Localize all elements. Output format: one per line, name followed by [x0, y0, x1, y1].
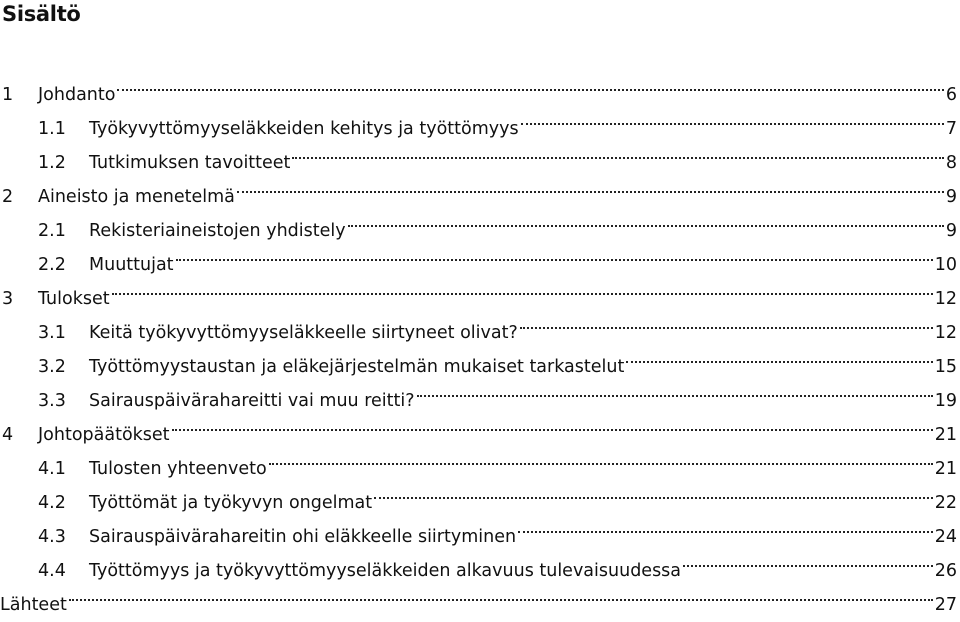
- toc-entry-title: Tulosten yhteenveto: [89, 459, 267, 479]
- toc-dot-leader: [417, 372, 933, 406]
- toc-entry-title: Keitä työkyvyttömyyseläkkeelle siirtyneet olivat?: [89, 323, 518, 343]
- toc-dot-leader: [520, 304, 933, 338]
- toc-entry-page-number: 22: [934, 493, 957, 513]
- toc-dot-leader: [518, 508, 933, 542]
- toc-entry-page-number: 7: [945, 119, 957, 139]
- toc-dot-leader: [172, 406, 933, 440]
- toc-entry-title: Lähteet: [0, 595, 67, 615]
- toc-entry[interactable]: [0, 304, 960, 343]
- toc-entry[interactable]: [0, 576, 960, 615]
- toc-entry-number: 1.2: [38, 153, 66, 173]
- toc-entry-number: 4.4: [38, 561, 66, 581]
- toc-entry-title: Tutkimuksen tavoitteet: [89, 153, 291, 173]
- toc-entry-page-number: 21: [934, 459, 957, 479]
- toc-entry-page-number: 9: [945, 187, 957, 207]
- toc-entry-title: Muuttujat: [89, 255, 174, 275]
- toc-entry-title: Työkyvyttömyyseläkkeiden kehitys ja työttömyys: [89, 119, 519, 139]
- toc-entry-page-number: 19: [934, 391, 957, 411]
- toc-entry-page-number: 10: [934, 255, 957, 275]
- toc-dot-leader: [626, 338, 932, 372]
- toc-entry-page-number: 27: [934, 595, 957, 615]
- toc-entry-title: Sairauspäivärahareitti vai muu reitti?: [89, 391, 415, 411]
- toc-entry-title: Johdanto: [38, 85, 116, 105]
- toc-entry-title: Rekisteriaineistojen yhdistely: [89, 221, 346, 241]
- toc-entry-number: 4: [2, 425, 14, 445]
- toc-entry-title: Tulokset: [38, 289, 110, 309]
- toc-entry-page-number: 24: [934, 527, 957, 547]
- toc-dot-leader: [269, 440, 933, 474]
- toc-entry-number: 2.1: [38, 221, 66, 241]
- toc-entry-title: Sairauspäivärahareitin ohi eläkkeelle siirtyminen: [89, 527, 517, 547]
- toc-entry-page-number: 12: [934, 323, 957, 343]
- toc-entry-title: Johtopäätökset: [38, 425, 170, 445]
- toc-dot-leader: [237, 168, 944, 202]
- toc-dot-leader: [69, 576, 933, 610]
- toc-dot-leader: [292, 134, 943, 168]
- toc-entry-page-number: 9: [945, 221, 957, 241]
- toc-dot-leader: [112, 270, 933, 304]
- toc-entry-title: Työttömät ja työkyvyn ongelmat: [89, 493, 373, 513]
- toc-list: [0, 66, 960, 615]
- toc-dot-leader: [683, 542, 933, 576]
- toc-entry-number: 3: [2, 289, 14, 309]
- toc-dot-leader: [176, 236, 933, 270]
- toc-entry-number: 1: [2, 85, 14, 105]
- toc-entry-number: 4.1: [38, 459, 66, 479]
- toc-entry-number: 3.3: [38, 391, 66, 411]
- toc-entry[interactable]: [0, 66, 960, 105]
- toc-entry-page-number: 15: [934, 357, 957, 377]
- toc-entry-title: Työttömyystaustan ja eläkejärjestelmän mukaiset tarkastelut: [89, 357, 625, 377]
- page-title: Sisältö: [2, 2, 81, 26]
- toc-entry-page-number: 12: [934, 289, 957, 309]
- toc-entry-title: Aineisto ja menetelmä: [38, 187, 235, 207]
- toc-entry-number: 4.3: [38, 527, 66, 547]
- toc-entry-title: Työttömyys ja työkyvyttömyyseläkkeiden alkavuus tulevaisuudessa: [89, 561, 682, 581]
- toc-entry-number: 1.1: [38, 119, 66, 139]
- toc-entry-page-number: 21: [934, 425, 957, 445]
- toc-entry-page-number: 26: [934, 561, 957, 581]
- toc-dot-leader: [348, 202, 944, 236]
- toc-entry-number: 2.2: [38, 255, 66, 275]
- toc-dot-leader: [521, 100, 944, 134]
- toc-entry-number: 2: [2, 187, 14, 207]
- toc-entry-number: 3.1: [38, 323, 66, 343]
- toc-entry-page-number: 6: [945, 85, 957, 105]
- toc-entry[interactable]: [0, 100, 960, 139]
- toc-entry-page-number: 8: [945, 153, 957, 173]
- toc-entry[interactable]: [0, 270, 960, 309]
- toc-entry-number: 3.2: [38, 357, 66, 377]
- toc-entry-number: 4.2: [38, 493, 66, 513]
- toc-dot-leader: [374, 474, 933, 508]
- toc-dot-leader: [117, 66, 943, 100]
